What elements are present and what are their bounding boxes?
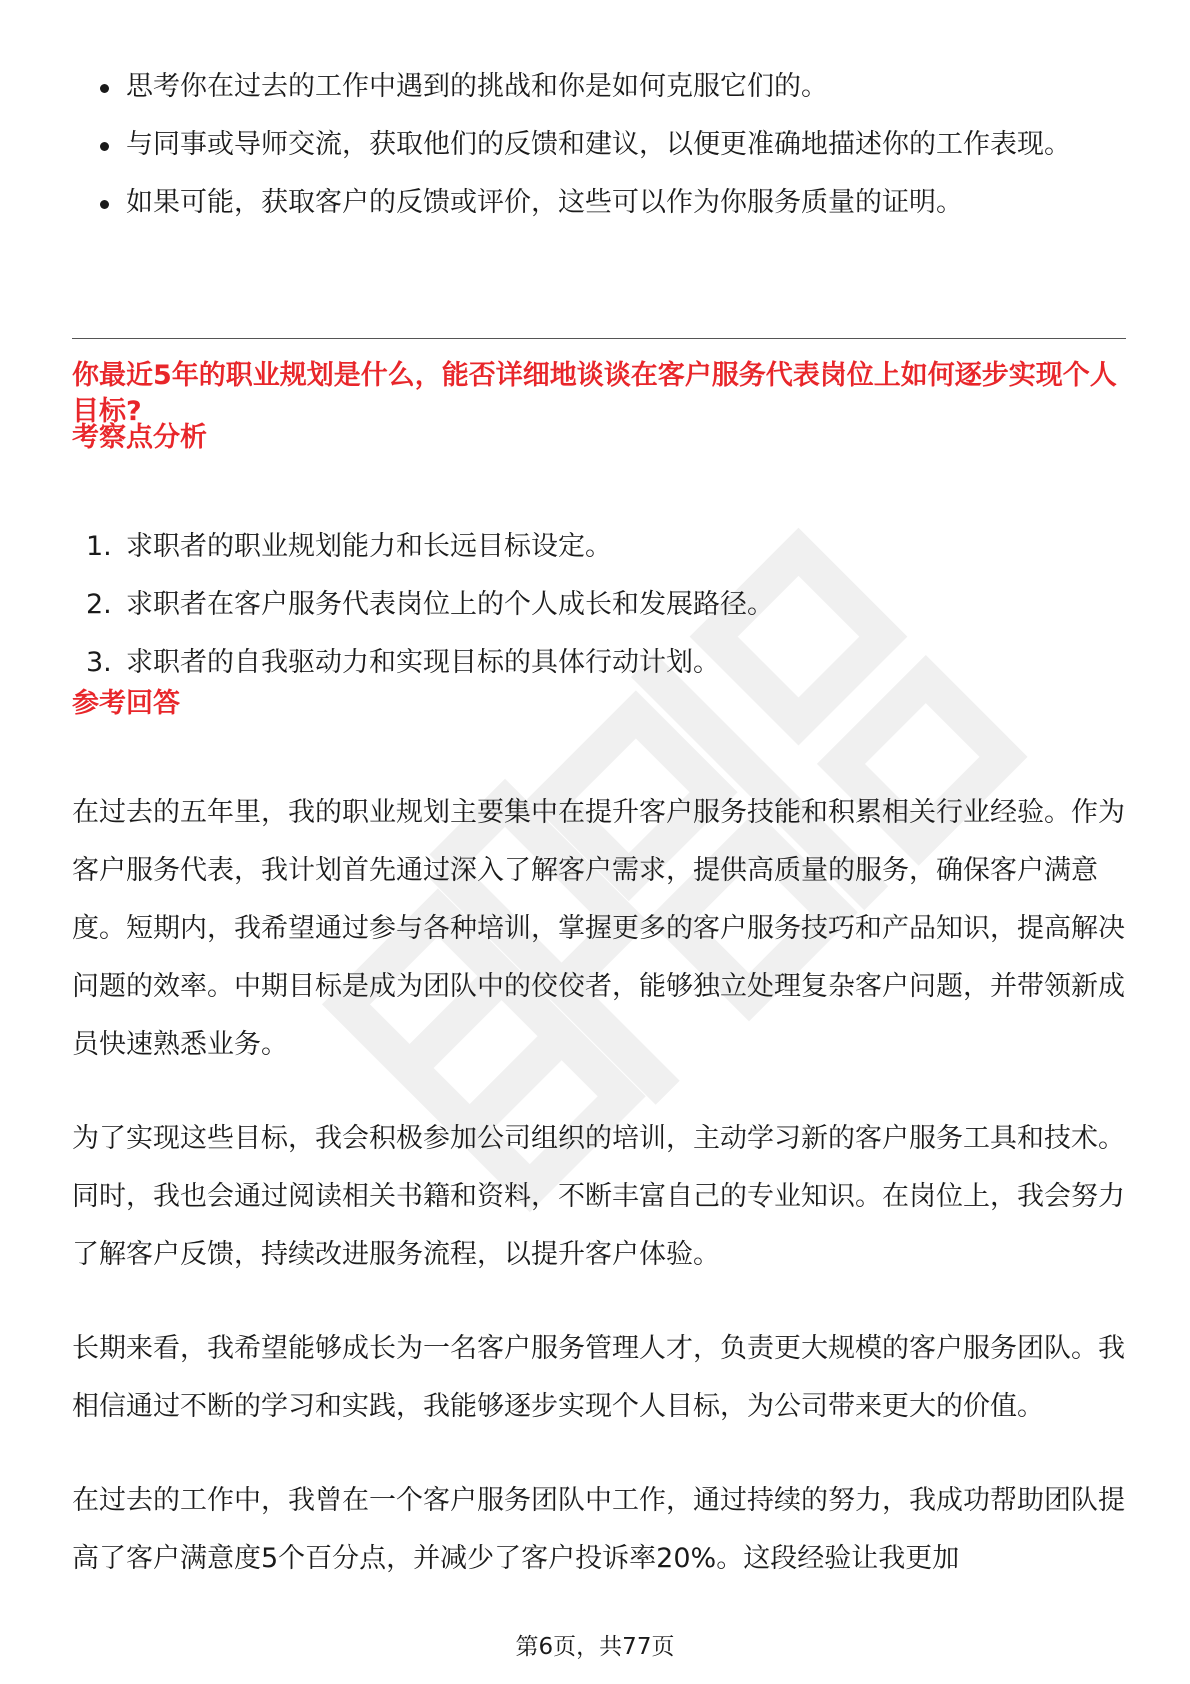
item-text: 求职者的职业规划能力和长远目标设定。 [126, 531, 612, 562]
answer-paragraph: 在过去的工作中，我曾在一个客户服务团队中工作，通过持续的努力，我成功帮助团队提高了客户满意度5个百分点，并减少了客户投诉率20%。这段经验让我更加 [72, 1485, 1125, 1574]
answer-paragraph: 为了实现这些目标，我会积极参加公司组织的培训，主动学习新的客户服务工具和技术。同时，我也会通过阅读相关书籍和资料，不断丰富自己的专业知识。在岗位上，我会努力了解客户反馈，持续改进服务流程，以提升客户体验。 [72, 1123, 1125, 1270]
analysis-item [72, 576, 1122, 634]
section-divider [72, 338, 1126, 339]
bullet-text: 与同事或导师交流，获取他们的反馈和建议，以便更准确地描述你的工作表现。 [126, 129, 1071, 160]
bullet-item [72, 58, 1122, 116]
item-text: 求职者的自我驱动力和实现目标的具体行动计划。 [126, 647, 720, 678]
bullet-dot-icon [100, 200, 109, 209]
answer-body [72, 784, 1132, 1624]
page-footer: 第6页，共77页 [515, 1634, 675, 1660]
bullet-text: 如果可能，获取客户的反馈或评价，这些可以作为你服务质量的证明。 [126, 187, 963, 218]
analysis-heading: 考察点分析 [72, 422, 207, 453]
bullet-dot-icon [100, 84, 109, 93]
item-text: 求职者在客户服务代表岗位上的个人成长和发展路径。 [126, 589, 774, 620]
item-number: 1. [86, 531, 112, 562]
answer-paragraph: 长期来看，我希望能够成长为一名客户服务管理人才，负责更大规模的客户服务团队。我相信通过不断的学习和实践，我能够逐步实现个人目标，为公司带来更大的价值。 [72, 1333, 1125, 1422]
answer-paragraph: 在过去的五年里，我的职业规划主要集中在提升客户服务技能和积累相关行业经验。作为客户服务代表，我计划首先通过深入了解客户需求，提供高质量的服务，确保客户满意度。短期内，我希望通过参与各种培训，掌握更多的客户服务技巧和产品知识，提高解决问题的效率。中期目标是成为团队中的佼佼者，能够独立处理复杂客户问题，并带领新成员快速熟悉业务。 [72, 797, 1125, 1060]
bullet-text: 思考你在过去的工作中遇到的挑战和你是如何克服它们的。 [126, 71, 828, 102]
tips-bullet-list [72, 58, 1122, 232]
answer-heading: 参考回答 [72, 688, 180, 719]
analysis-item [72, 634, 1122, 692]
analysis-item [72, 518, 1122, 576]
interview-question: 你最近5年的职业规划是什么，能否详细地谈谈在客户服务代表岗位上如何逐步实现个人目标? [72, 360, 1117, 427]
bullet-dot-icon [100, 142, 109, 151]
analysis-list [72, 518, 1122, 692]
item-number: 2. [86, 589, 112, 620]
bullet-item [72, 174, 1122, 232]
item-number: 3. [86, 647, 112, 678]
bullet-item [72, 116, 1122, 174]
